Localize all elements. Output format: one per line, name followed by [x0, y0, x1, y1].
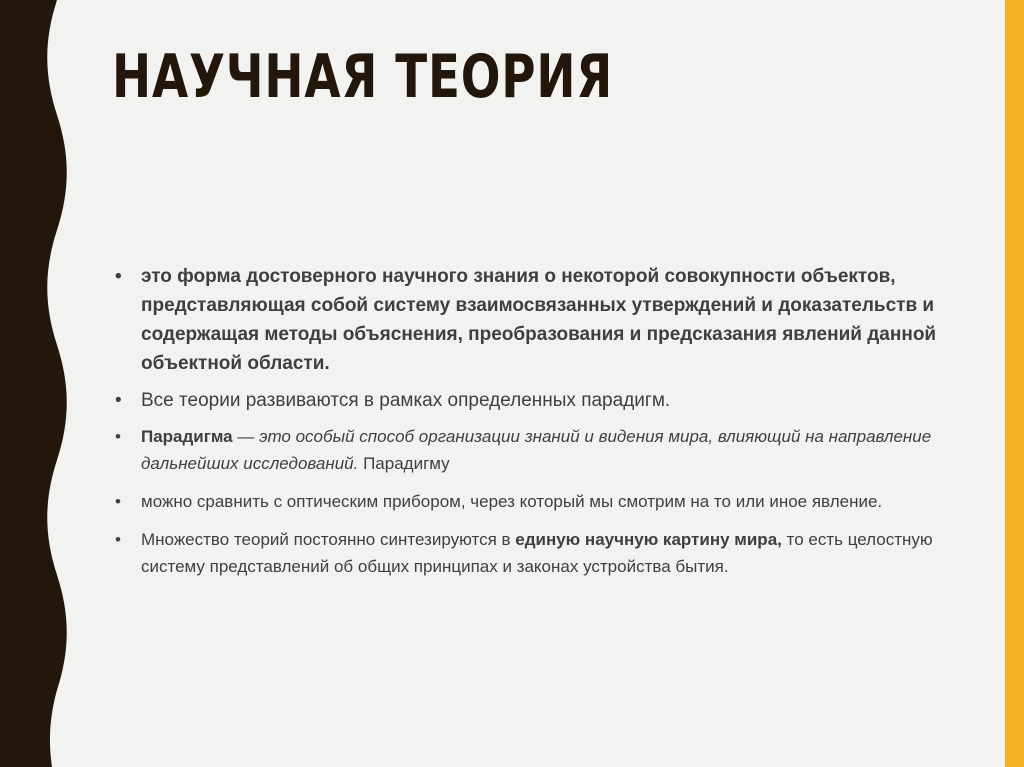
bullet-dot-icon: •: [115, 530, 121, 549]
synthesis-lead: Множество теорий постоянно синтезируются в: [141, 530, 516, 549]
wavy-band-shape: [0, 0, 67, 767]
paradigm-definition: это особый способ организации знаний и видения мира, влияющий на направление дальнейших исследований.: [141, 427, 932, 473]
bullet-item-paradigm-definition: [112, 423, 962, 477]
bullet-item-paradigms: [112, 386, 962, 415]
definition-text: это форма достоверного научного знания о некоторой совокупности объектов, представляющая собой систему взаимосвязанных утверждений и доказательств и содержащая методы объяснения, преобразования и предсказания явлений данной объектной области.: [141, 266, 937, 374]
bullet-item-definition: [112, 262, 962, 378]
paradigm-dash: —: [232, 427, 260, 446]
synthesis-emphasis: единую научную картину мира,: [515, 530, 782, 549]
optical-comparison-text: можно сравнить с оптическим прибором, через который мы смотрим на то или иное явление.: [141, 492, 883, 511]
synthesis-tail: то есть целостную систему представлений об общих принципах и законах устройства бытия.: [141, 530, 933, 576]
paradigm-term: Парадигма: [141, 427, 233, 446]
bullet-list: [112, 262, 962, 591]
bullet-dot-icon: •: [115, 427, 121, 446]
bullet-item-optical-comparison: [112, 488, 962, 515]
paradigms-text: Все теории развиваются в рамках определенных парадигм.: [141, 390, 671, 411]
paradigm-tail: Парадигму: [358, 454, 450, 473]
bullet-dot-icon: •: [115, 390, 122, 411]
slide-title: НАУЧНАЯ ТЕОРИЯ: [112, 42, 614, 112]
bullet-item-synthesis: [112, 526, 962, 580]
wavy-band-decoration: [0, 0, 90, 767]
bullet-dot-icon: •: [115, 266, 122, 287]
accent-bar: [1005, 0, 1024, 767]
bullet-dot-icon: •: [115, 492, 121, 511]
